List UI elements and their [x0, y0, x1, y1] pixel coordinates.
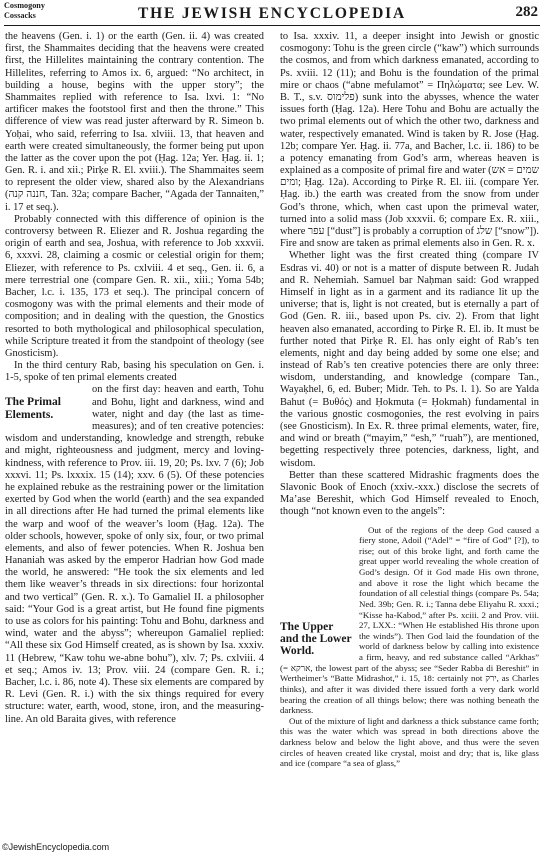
paragraph-text: on the first day: heaven and earth, Tohu and Bohu, light and darkness, wind and water, night and day (the last as time-measures); and of ten creative potencies: wisdom and understanding, knowledge and strength, rebuke and might, righteousness and judgment, mercy and loving-kindness, with reference to Prov. iii. 19, 20; Ps. lxv. 7 (6); Job xxxvi. 11; Ps. lxxxix. 15 (14); xxv. 6 (5). Of these potencies he explained rebuke as the restraining power or the limitation exerted by God when the world (earth) and the sea expanded in all directions after He had turned the primal elements like the warp and woof of the weaver’s loom (Ḥag. 12a). The older schools, however, spoke of only six, four, or two primal elements, and also of fewer potencies. When R. Joshua ben Hananiah was asked by the emperor Hadrian how God made the world, he answered: “He took the six elements and led them like weaver’s threads in six directions: four horizontal and two vertical” (Gen. R. x.). To Gamaliel II. a philosopher said: “Your God is a great artist, but He found fine pigments to use as colors for his painting: Tohu and Bohu, darkness and wind, water and the abyss”; whereupon Gamaliel replied: “All these six God Himself created, as is shown by Isa. xxxiv. 11 (Hebrew, “Kaw tohu we-abne bohu”), xlv. 7; Ps. cxlviii. 4 et seq.; Amos iv. 13; Prov. viii. 24 (compare Gen. R. i.; Bacher, l.c. i. 86, note 4). These six elements are compared by R. Levi (Gen. R. i.) with the six things required for every structure: water, earth, wood, stone, iron, and the measuring-line. An old Baraita gives, with reference: [5, 384, 264, 725]
paragraph: Probably connected with this difference of opinion is the controversy between R. Eliezer and R. Joshua regarding the origin of earth and sea, Joshua, with reference to Job xxxvii. 6, xxxvi. 28, claiming a cosmic or celestial origin for them; Eliezer, with reference to Ps. cxlviii. 4 et seq., Gen. ii. 6, a mere terrestrial one (compare Gen. R. xii., xiii.; Yoma 54b; Bacher, l.c. i. 135, 173 et seq.). The principal concern of cosmogony was with the primal elements and their mode of composition; and in dealing with the question, the Gnostics resorted to both mythological and philosophical speculation, while Scripture treated it from the standpoint of theology (see Gnosticism).: [5, 213, 264, 359]
paragraph: to Isa. xxxiv. 11, a deeper insight into Jewish or gnostic cosmogony: Tohu is the green circle (“kaw”) which surrounds the cosmos, and from which darkness emanated, according to Ps. xviii. 12 (11); and Bohu is the foundation of the primal mire or chaos (“abne mefulamot” = Πηλώματα; see Lev. W. B. T., s.v. פלימוס) sunk into the abysses, whence the water issues forth (Ḥag. 12a). Here Tohu and Bohu are actually the two primal elements out of which the other two, darkness and water, respectively emanated. Wind is taken by R. Jose (Ḥag. 12b; compare Yer. Ḥag. ii. 77a, and Bacher, l.c. ii. 186) to be a potency emanating from God’s arm, whereas heaven is explained as a composite of primal fire and water (שמים = אש ומים; Ḥag. 12a). According to Pirḳe R. El. iii. (compare Yer. Ḥag. ib.) the earth was created from the snow from under God’s throne, which, when cast upon the primeval water, turned into a solid mass (Job xxxvii. 6; compare Ex. R. xiii., where עפר [“dust”] is probably a corruption of שלג [“snow”]). Fire and snow are taken as primal elements also in Gen. R. x.: [280, 31, 540, 250]
paragraph: Better than these scattered Midrashic fragments does the Slavonic Book of Enoch (xxiv.-xxx.) disclose the secrets of Ma’ase Bereshit, which God Himself revealed to Enoch, though “not known even to the angels”:: [280, 469, 539, 518]
paragraph: Whether light was the first created thing (compare IV Esdras vi. 40) or not is a matter of dispute between R. Judah and R. Nehemiah. Samuel bar Naḥman said: God wrapped Himself in light as in a garment and its radiance lit up the universe; that is, light is not created, but is eternally a part of God (Gen. R. iii., based upon Ps. civ. 2). From that light heaven also emanated, according to Pirḳe R. El. ib. It must be further noted that Pirḳe R. El. has only eight of Rab’s ten elements, night and day being added by some one else; and instead of Rab’s ten creative potencies there are only three: wisdom, understanding, and knowledge (compare Tan., Wayaḳhel, 6, ed. Buber; Midr. Teh. to Ps. l. 1). So are Yalda Bahut (= Βυθός) and Ḥokmuta (= Ḥokmah) fundamental in the various gnostic cosmogonies, the rest evolving in pairs (see Gnosticism). In Ex. R. three primal elements, water, fire, and wind or breath (“mayim,” “esh,” “ruah”), are mentioned, begetting respectively three potencies, darkness, light, and wisdom.: [280, 250, 539, 469]
publication-title: THE JEWISH ENCYCLOPEDIA: [138, 5, 406, 22]
header-rule: [4, 25, 540, 26]
paragraph: the heavens (Gen. i. 1) or the earth (Gen. ii. 4) was created first, the Shammaites deciding that the heavens were created first, the Hillelites maintaining the contrary contention. The Hillelites, referring to Amos ix. 6, argued: “No architect, in building a house, begins with the upper story”; the Shammaites replied with reference to Isa. lxvi. 1: “No artificer makes the footstool first and then the throne.” This difference of view was read juster afterward by R. Simeon b. Yoḥai, who said, referring to Isa. xlviii. 13, that heaven and earth were created simultaneously, the former being put upon the latter as the cover upon the pot (Ḥag. 12a; Yer. Ḥag. ii. 1; Gen. R. i. and xii.; Pirḳe R. El. xviii.). The Shammaites seem to represent the older view, shared also by the Alexandrians (חננה קנה, Tan. 32a; compare Bacher, “Agada der Tannaiten,” i. 17 et seq.).: [5, 31, 265, 213]
section-sidehead: The Upper and the Lower World.: [280, 620, 352, 657]
page-number: 282: [515, 4, 538, 20]
page-header: [0, 0, 544, 28]
quote-paragraph: Out of the mixture of light and darkness a thick substance came forth; this was the water which was spread in both directions above the darkness below and below the light above, and thus were the seven circles of heaven created like crystal, moist and dry; that is, like glass and ice (compare “a sea of glass,”: [280, 715, 539, 769]
paragraph-lead: In the third century Rab, basing his speculation on Gen. i. 1-5, spoke of ten primal elements created: [5, 360, 264, 384]
copyright-footer: ©JewishEncyclopedia.com: [2, 842, 110, 852]
block-quote: [280, 525, 539, 769]
paragraph: [5, 384, 264, 725]
quote-paragraph: [280, 525, 539, 716]
right-column: [280, 31, 539, 769]
section-sidehead: The Primal Elements.: [5, 396, 61, 421]
quote-text: Out of the regions of the deep God caused a fiery stone, Adoil (“Adel” = “fire of God” [?]), to rise; out of this broke light, and forth came the great upper world revealing the whole creation of God’s design. Of it God made His own throne, and above it rose the light which became the foundation of all celestial things (compare Ps. 54a; Ned. 39b; Gen. R. i.; Tanna debe Eliyahu R. xxxi.; “Kisse ha-Kabod,” after Ps. xciii. 2 and Prov. viii. 27, LXX.: “When He established His throne upon the winds”). Then God laid the foundation of the world of darkness below by calling into existence a firm, heavy, and red substance called “Arkhas” (= ארקא, the lowest part of the abyss; see “Seder Rabba di Bereshit” in Wertheimer’s “Batte Midrashot,” i. 15, 18: certainly not ירק, as Charles thinks), and after it was divided there issued forth a very dark world bearing the creation of all things below; there was nothing beneath the darkness.: [280, 524, 539, 716]
running-head-first-word: Cosmogony: [4, 1, 45, 10]
left-column: [5, 31, 264, 726]
running-head-last-word: Cossacks: [4, 10, 36, 20]
